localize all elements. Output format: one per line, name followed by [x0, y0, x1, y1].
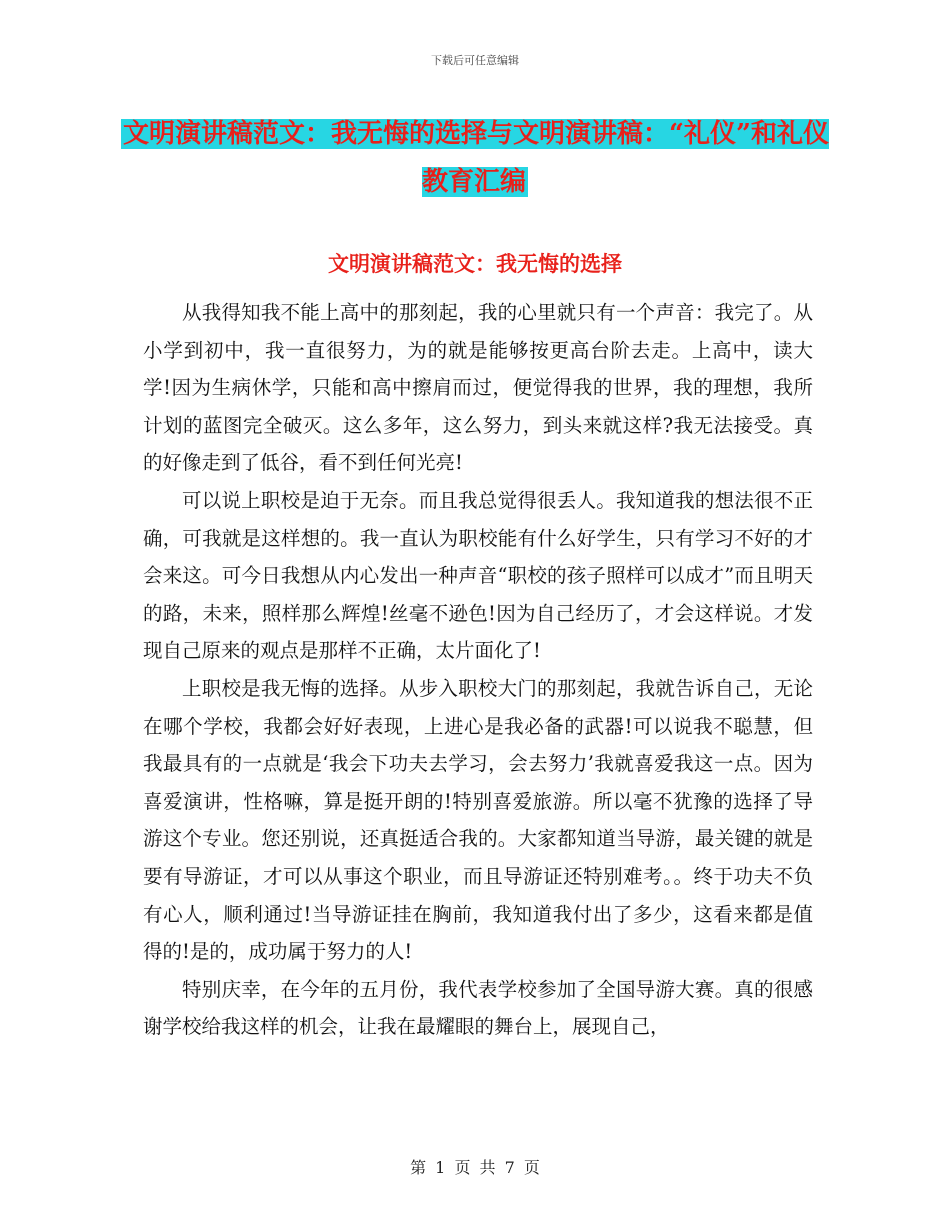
section-title: 文明演讲稿范文：我无悔的选择: [328, 251, 622, 276]
paragraph: 从我得知我不能上高中的那刻起，我的心里就只有一个声音：我完了。从小学到初中，我一直很努力，为的就是能够按更高台阶去走。上高中，读大学!因为生病休学，只能和高中擦肩而过，便觉得我的世界，我的理想，我所计划的蓝图完全破灭。这么多年，这么努力，到头来就这样?我无法接受。真的好像走到了低谷，看不到任何光亮!: [143, 301, 813, 475]
page-footer: 第 1 页 共 7 页: [410, 1158, 540, 1177]
header-note: 下载后可任意编辑: [431, 54, 519, 67]
paragraph: 特别庆幸，在今年的五月份，我代表学校参加了全国导游大赛。真的很感谢学校给我这样的机会，让我在最耀眼的舞台上，展现自己，: [143, 977, 813, 1039]
paragraph: 上职校是我无悔的选择。从步入职校大门的那刻起，我就告诉自己，无论在哪个学校，我都会好好表现，上进心是我必备的武器!可以说我不聪慧，但我最具有的一点就是‘我会下功夫去学习，会去努力’我就喜爱我这一点。因为喜爱演讲，性格嘛，算是挺开朗的!特别喜爱旅游。所以毫不犹豫的选择了导游这个专业。您还别说，还真挺适合我的。大家都知道当导游，最关键的就是要有导游证，才可以从事这个职业，而且导游证还特别难考。。终于功夫不负有心人，顺利通过!当导游证挂在胸前，我知道我付出了多少，这看来都是值得的!是的，成功属于努力的人!: [143, 676, 813, 964]
main-title: [120, 110, 830, 206]
main-title-text: 文明演讲稿范文：我无悔的选择与文明演讲稿：“礼仪”和礼仪教育汇编: [123, 119, 829, 197]
paragraph: 可以说上职校是迫于无奈。而且我总觉得很丢人。我知道我的想法很不正确，可我就是这样想的。我一直认为职校能有什么好学生，只有学习不好的才会来这。可今日我想从内心发出一种声音“职校的孩子照样可以成才”而且明天的路，未来，照样那么辉煌!丝毫不逊色!因为自己经历了，才会这样说。才发现自己原来的观点是那样不正确，太片面化了!: [143, 488, 813, 663]
body-text: [143, 294, 813, 1046]
